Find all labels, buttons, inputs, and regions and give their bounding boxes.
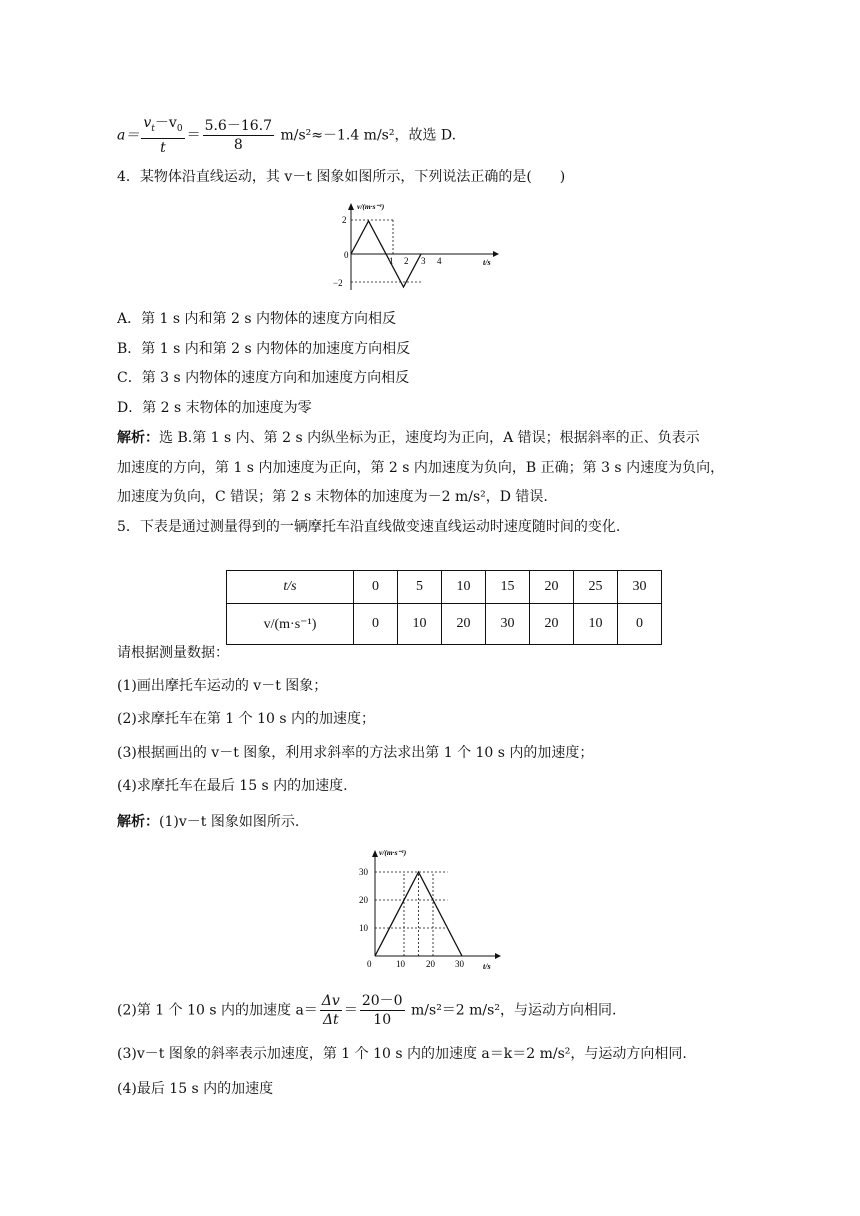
q4-origin: 0 xyxy=(344,250,349,260)
formula-frac1-mid: －v xyxy=(154,115,177,131)
formula-tail: m/s²≈－1.4 m/s²，故选 D. xyxy=(276,127,457,144)
q5-analysis-4: (4)最后 15 s 内的加速度 xyxy=(117,1081,274,1097)
q5-xtick-30: 30 xyxy=(455,959,464,969)
q5-x-arrow xyxy=(495,953,501,959)
q4-option-b: B．第 1 s 内和第 2 s 内物体的加速度方向相反 xyxy=(117,341,411,357)
q5-analysis-label: 解析： xyxy=(117,814,159,830)
q5-ytick-20: 20 xyxy=(359,895,368,905)
table-row xyxy=(227,604,662,645)
formula-frac1-v: v xyxy=(143,115,152,131)
q4-analysis-line-2: 加速度的方向，第 1 s 内加速度为正向，第 2 s 内加速度为负向，B 正确；第 3 s 内速度为负向， xyxy=(117,460,725,476)
q5-analysis-1-text: (1)v－t 图象如图所示. xyxy=(159,814,300,830)
q4-xtick-1: 1 xyxy=(389,256,394,266)
q4-analysis-line-1 xyxy=(117,428,700,448)
table-cell: 25 xyxy=(574,571,618,604)
q4-option-d: D．第 2 s 末物体的加速度为零 xyxy=(117,400,312,416)
q5-frac-delta-den: Δt xyxy=(322,1012,339,1028)
table-cell: 30 xyxy=(618,571,662,604)
table-cell: 0 xyxy=(354,571,398,604)
table-header-v: v/(m·s⁻¹) xyxy=(227,604,354,645)
q4-ytick-2: 2 xyxy=(342,215,347,225)
table-cell: 0 xyxy=(618,604,662,645)
formula-lhs: a＝ xyxy=(117,127,140,144)
formula-frac1-den: t xyxy=(160,139,166,156)
q5-analysis-3: (3)v－t 图象的斜率表示加速度，第 1 个 10 s 内的加速度 a＝k＝2 m/s²，与运动方向相同. xyxy=(117,1046,687,1062)
q4-option-c: C．第 3 s 内物体的速度方向和加速度方向相反 xyxy=(117,370,410,386)
q5-analysis-2-pre: (2)第 1 个 10 s 内的加速度 a＝ xyxy=(117,1002,318,1019)
table-header-t: t/s xyxy=(227,571,354,604)
table-cell: 10 xyxy=(398,604,442,645)
q5-sub-2: (2)求摩托车在第 1 个 10 s 内的加速度； xyxy=(117,711,375,727)
q5-sub-1: (1)画出摩托车运动的 v－t 图象； xyxy=(117,678,328,694)
q5-sub-3: (3)根据画出的 v－t 图象，利用求斜率的方法求出第 1 个 10 s 内的加速度； xyxy=(117,745,594,761)
q4-option-a: A．第 1 s 内和第 2 s 内物体的速度方向相反 xyxy=(117,311,396,327)
q4-analysis-label: 解析： xyxy=(117,430,159,446)
q5-y-label: v/(m·s⁻¹) xyxy=(379,848,407,857)
table-cell: 20 xyxy=(530,571,574,604)
table-cell: 20 xyxy=(530,604,574,645)
q5-graph xyxy=(355,843,515,973)
table-cell: 20 xyxy=(442,604,486,645)
q5-y-arrow xyxy=(372,850,378,857)
table-cell: 30 xyxy=(486,604,530,645)
q5-ytick-30: 30 xyxy=(359,867,368,877)
table-cell: 10 xyxy=(442,571,486,604)
q5-frac-delta-num: Δv xyxy=(321,993,340,1009)
table-cell: 0 xyxy=(354,604,398,645)
q5-origin: 0 xyxy=(367,959,372,969)
formula-line xyxy=(117,114,456,157)
formula-frac2-den: 8 xyxy=(233,136,243,153)
formula-fraction-1 xyxy=(141,114,184,157)
q4-analysis-line-3: 加速度为负向，C 错误；第 2 s 末物体的加速度为－2 m/s²，D 错误. xyxy=(117,489,548,505)
q4-y-arrow xyxy=(348,203,354,210)
table-cell: 10 xyxy=(574,604,618,645)
q4-xtick-2: 2 xyxy=(404,256,409,266)
q5-frac-value xyxy=(360,992,405,1029)
formula-frac1-sub1: t xyxy=(151,123,155,134)
q5-xtick-20: 20 xyxy=(426,959,435,969)
q5-analysis-2-post: m/s²＝2 m/s²，与运动方向相同. xyxy=(406,1002,617,1019)
table-cell: 15 xyxy=(486,571,530,604)
table-row xyxy=(227,571,662,604)
q5-stem: 5．下表是通过测量得到的一辆摩托车沿直线做变速直线运动时速度随时间的变化. xyxy=(117,519,621,535)
q5-ytick-10: 10 xyxy=(359,923,368,933)
q5-analysis-1 xyxy=(117,812,299,832)
q5-frac-value-den: 10 xyxy=(373,1012,392,1028)
table-cell: 5 xyxy=(398,571,442,604)
q4-analysis-text-1: 选 B.第 1 s 内、第 2 s 内纵坐标为正，速度均为正向，A 错误；根据斜率的正、负表示 xyxy=(159,430,700,446)
q5-analysis-2 xyxy=(117,992,616,1029)
formula-eq: ＝ xyxy=(186,127,201,144)
q5-data-table xyxy=(226,570,662,645)
q4-y-label: v/(m·s⁻¹) xyxy=(357,202,385,211)
formula-fraction-2 xyxy=(203,117,274,154)
q4-xtick-4: 4 xyxy=(437,256,442,266)
q5-frac-delta xyxy=(320,992,342,1029)
formula-frac1-sub2: 0 xyxy=(176,123,183,134)
q4-stem: 4．某物体沿直线运动，其 v－t 图象如图所示，下列说法正确的是( ) xyxy=(117,169,566,185)
q4-ytick-neg2: −2 xyxy=(333,278,343,288)
q5-sub-4: (4)求摩托车在最后 15 s 内的加速度. xyxy=(117,778,348,794)
q4-x-arrow xyxy=(493,251,499,257)
q4-graph xyxy=(333,198,505,298)
formula-frac2-num: 5.6－16.7 xyxy=(204,117,272,134)
q5-frac-value-num: 20－0 xyxy=(361,993,403,1009)
q4-xtick-3: 3 xyxy=(421,256,426,266)
q5-xtick-10: 10 xyxy=(396,959,405,969)
q4-x-label: t/s xyxy=(483,258,491,267)
q5-x-label: t/s xyxy=(483,962,491,971)
q5-prompt: 请根据测量数据： xyxy=(117,645,229,661)
q5-analysis-2-eq: ＝ xyxy=(343,1002,358,1019)
